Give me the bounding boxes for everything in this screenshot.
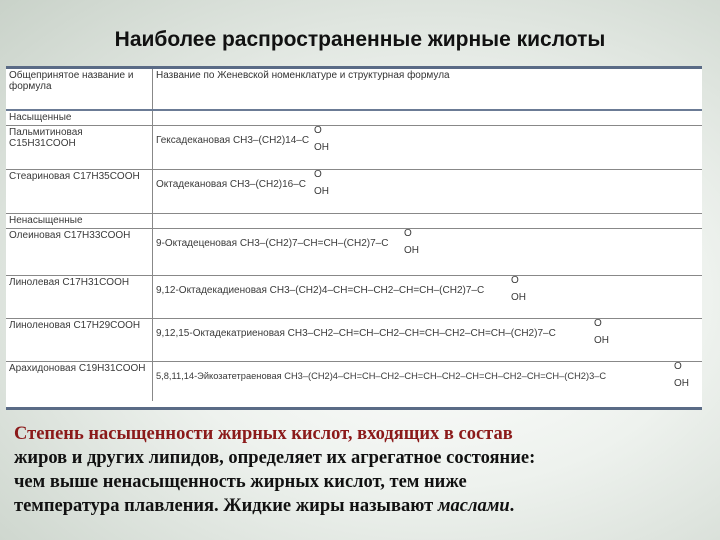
table-row <box>6 319 702 362</box>
carboxyl-group: O OH <box>674 361 689 389</box>
table-header-row <box>6 69 702 110</box>
section-row <box>6 110 702 126</box>
carboxyl-group: O OH <box>314 169 329 197</box>
slide-title: Наиболее распространенные жирные кислоты <box>114 28 606 51</box>
section-saturated-label: Насыщенные <box>6 110 153 126</box>
oils-term: маслами <box>437 496 510 516</box>
acid-structure: 9,12,15-Октадекатриеновая CH3–CH2–CH=CH–CH2–CH=CH–CH2–CH=CH–(CH2)7–C O OH <box>153 319 703 362</box>
table-row <box>6 229 702 276</box>
conclusion-text <box>14 422 704 518</box>
acid-common-name: Линоленовая C17H29COOH <box>6 319 153 362</box>
acid-common-name: Арахидоновая C19H31COOH <box>6 362 153 402</box>
acid-common-name: Олеиновая C17H33COOH <box>6 229 153 276</box>
conclusion-line-4: температура плавления. Жидкие жиры называют маслами. <box>14 496 515 516</box>
fatty-acids-table <box>6 66 702 410</box>
acid-common-name: Линолевая C17H31COOH <box>6 276 153 319</box>
table-row <box>6 126 702 170</box>
table-row <box>6 276 702 319</box>
table-row <box>6 362 702 402</box>
conclusion-line-1: Степень насыщенности жирных кислот, входящих в состав <box>14 424 513 444</box>
acid-structure: 5,8,11,14-Эйкозатетраеновая CH3–(CH2)4–CH=CH–CH2–CH=CH–CH2–CH=CH–CH2–CH=CH–(CH2)3–C O OH <box>156 361 689 389</box>
header-common-name: Общепринятое название и формула <box>6 69 153 110</box>
table-row <box>6 170 702 214</box>
header-geneva-name: Название по Женевской номенклатуре и структурная формула <box>153 69 703 110</box>
section-unsaturated-label: Ненасыщенные <box>6 214 153 229</box>
acid-structure: 9,12-Октадекадиеновая CH3–(CH2)4–CH=CH–CH2–CH=CH–(CH2)7–C O OH <box>153 276 703 319</box>
carboxyl-group: O OH <box>594 318 609 346</box>
conclusion-line-2: жиров и других липидов, определяет их агрегатное состояние: <box>14 448 536 468</box>
carboxyl-group: O OH <box>511 275 526 303</box>
carboxyl-group: O OH <box>314 125 329 153</box>
acid-common-name: Пальмитиновая C15H31COOH <box>6 126 153 170</box>
acid-structure: Гексадекановая CH3–(CH2)14–C O OH <box>153 126 703 170</box>
carboxyl-group: O OH <box>404 228 419 256</box>
acid-structure: 9-Октадеценовая CH3–(CH2)7–CH=CH–(CH2)7–C O OH <box>153 229 703 276</box>
conclusion-line-3: чем выше ненасыщенность жирных кислот, тем ниже <box>14 472 467 492</box>
acid-structure: Октадекановая CH3–(CH2)16–C O OH <box>153 170 703 214</box>
acid-common-name: Стеариновая C17H35COOH <box>6 170 153 214</box>
